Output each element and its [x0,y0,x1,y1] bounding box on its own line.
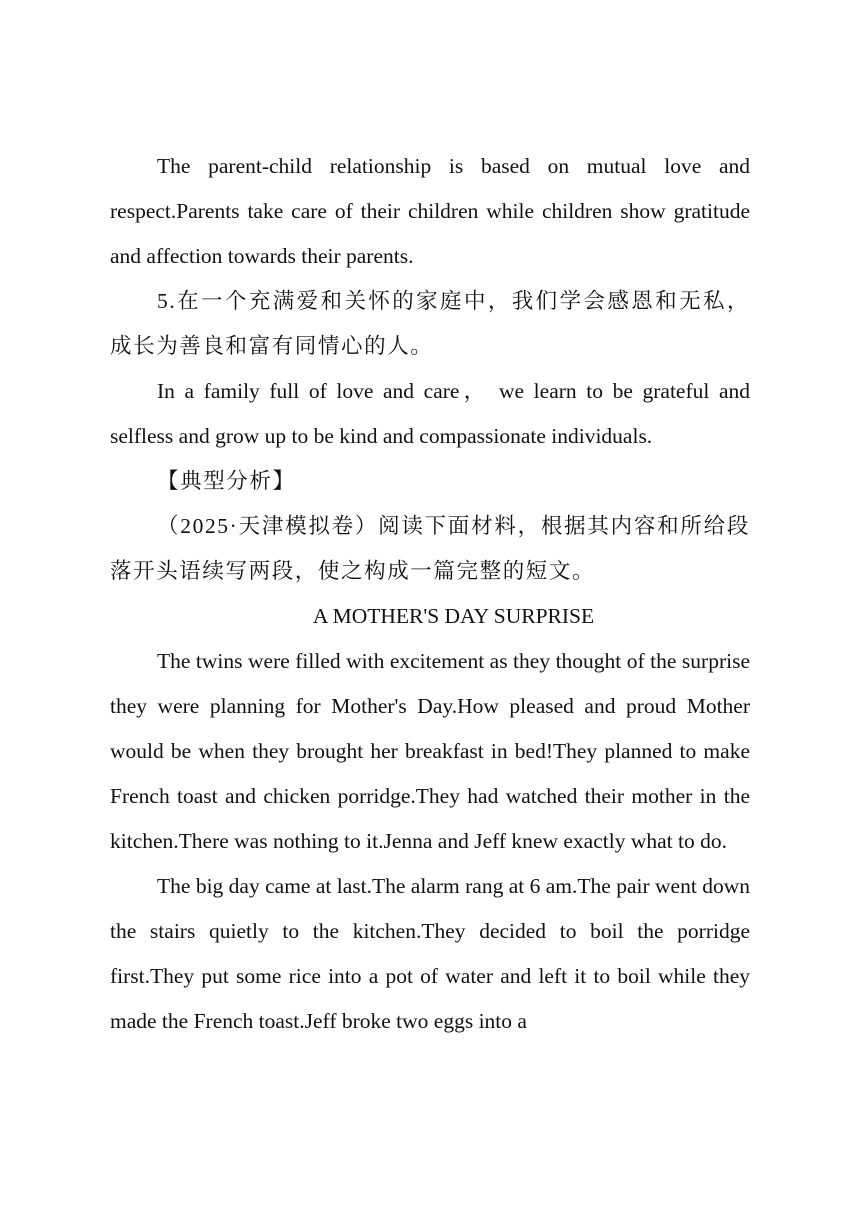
story-paragraph-2: The big day came at last.The alarm rang at 6 am.The pair went down the stairs quietly to the kitchen.They decided to boil the porridge first.They put some rice into a pot of water and left it to boil while they made the French toast.Jeff broke two eggs into a [110,874,750,1033]
story-paragraph-1: The twins were filled with excitement as they thought of the surprise they were planning for Mother's Day.How pleased and proud Mother would be when they brought her breakfast in bed!They planned to make French toast and chicken porridge.They had watched their mother in the kitchen.There was nothing to it.Jenna and Jeff knew exactly what to do. [110,649,750,853]
story-title: A MOTHER'S DAY SURPRISE [312,604,595,628]
document-page [110,144,750,1044]
section-heading-typical-analysis: 【典型分析】 [157,469,296,493]
paragraph-item-5-english: In a family full of love and care， we learn to be grateful and selfless and grow up to be kind and compassionate individuals. [110,379,750,448]
task-instruction: （2025·天津模拟卷）阅读下面材料，根据其内容和所给段落开头语续写两段，使之构成一篇完整的短文。 [110,514,750,583]
paragraph-parent-child: The parent-child relationship is based on mutual love and respect.Parents take care of their children while children show gratitude and affection towards their parents. [110,154,750,268]
paragraph-item-5-chinese: 5.在一个充满爱和关怀的家庭中，我们学会感恩和无私，成长为善良和富有同情心的人。 [110,289,750,358]
